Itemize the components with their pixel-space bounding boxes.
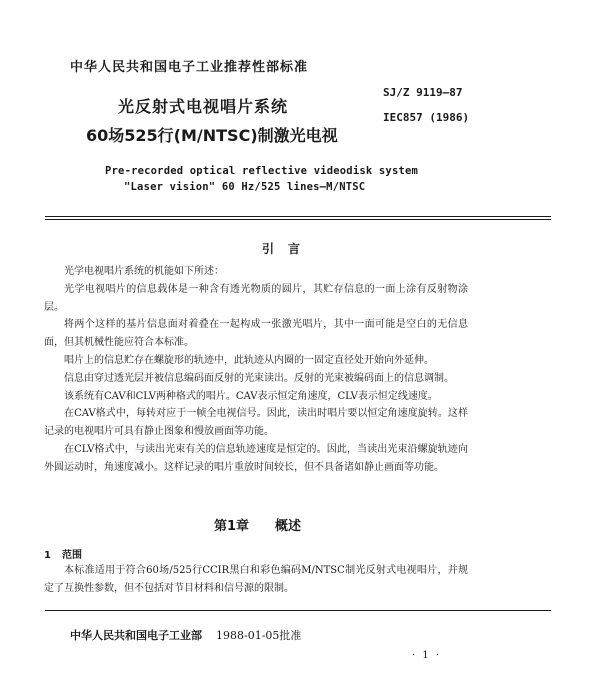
english-title-line2: "Laser vision" 60 Hz/525 lines—M/NTSC <box>124 181 366 193</box>
issuing-organization: 中华人民共和国电子工业部 <box>70 629 202 642</box>
intro-paragraph: 在CAV格式中，每转对应于一帧全电视信号。因此，读出时唱片要以恒定角速度旋转。这样记录的电视唱片可具有静止图象和慢放画面等功能。 <box>44 408 468 438</box>
page-number: · 1 · <box>412 650 442 661</box>
intro-heading: 引言 <box>262 242 315 256</box>
intro-paragraph: 在CLV格式中，与读出光束有关的信息轨迹速度是恒定的。因此，当读出光束沿螺旋轨迹向外圆运动时，角速度减小。这样记录的唱片重放时间较长，但不具备诸如静止画面等功能。 <box>44 443 468 473</box>
section-body <box>44 562 468 598</box>
intro-paragraph: 信息由穿过透光层并被信息编码面反射的光束读出。反射的光束被编码面上的信息调制。 <box>64 372 454 384</box>
ministry-header: 中华人民共和国电子工业推荐性部标准 <box>70 60 309 75</box>
header-divider-thin <box>45 219 551 220</box>
document-title-line1: 光反射式电视唱片系统 <box>118 97 289 116</box>
intro-body <box>44 263 468 477</box>
intro-paragraph: 唱片上的信息贮存在螺旋形的轨迹中，此轨迹从内圈的一固定直径处开始向外延伸。 <box>64 354 434 366</box>
section-number: 1 <box>44 550 51 561</box>
section-title: 范围 <box>62 550 82 561</box>
intro-paragraph: 该系统有CAV和CLV两种格式的唱片。CAV表示恒定角速度，CLV表示恒定线速度。 <box>64 390 438 402</box>
approval-line <box>70 627 301 643</box>
chapter-number: 第1章 <box>214 519 250 534</box>
standard-code: SJ/Z 9119—87 <box>383 86 463 99</box>
chapter-heading <box>214 515 301 534</box>
footer-divider <box>45 610 551 611</box>
section-heading <box>44 546 82 561</box>
intro-paragraph: 光学电视唱片系统的机能如下所述： <box>64 266 224 277</box>
header-divider <box>45 216 551 217</box>
intro-paragraph: 光学电视唱片的信息载体是一种含有透光物质的圆片，其贮存信息的一面上涂有反射物涂层。 <box>44 283 468 313</box>
english-title-line1: Pre-recorded optical reflective videodisk system <box>105 165 419 177</box>
chapter-title: 概述 <box>275 519 302 534</box>
iec-reference: IEC857 (1986) <box>383 111 470 124</box>
section-paragraph: 本标准适用于符合60场/525行CCIR黑白和彩色编码M/NTSC制光反射式电视唱片，并规定了互换性参数，但不包括对节目材料和信号源的限制。 <box>44 565 468 594</box>
approval-date: 1988-01-05批准 <box>216 629 302 642</box>
intro-paragraph: 将两个这样的基片信息面对着叠在一起构成一张激光唱片，其中一面可能是空白的无信息面，但其机械性能应符合本标准。 <box>44 319 468 349</box>
document-title-line2: 60场525行(M/NTSC)制激光电视 <box>86 126 338 145</box>
